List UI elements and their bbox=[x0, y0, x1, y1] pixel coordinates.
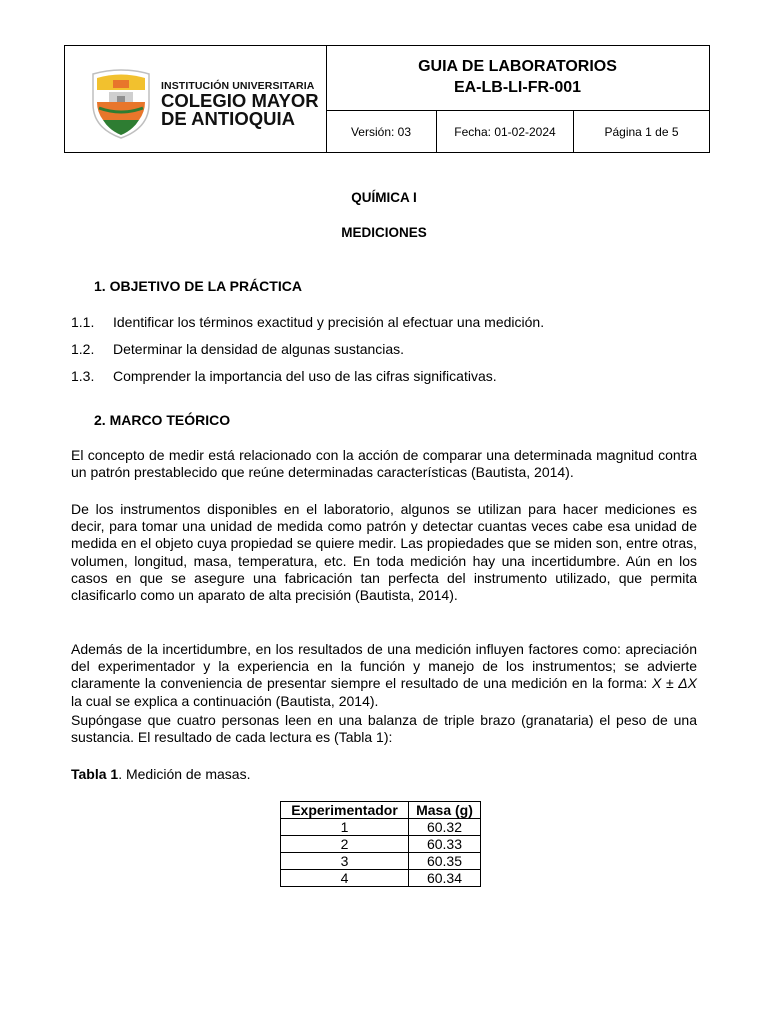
section-2-heading: 2. MARCO TEÓRICO bbox=[94, 412, 231, 428]
objective-item bbox=[71, 314, 544, 330]
column-header-experimenter: Experimentador bbox=[281, 802, 409, 819]
paragraph-4: Supóngase que cuatro personas leen en una balanza de triple brazo (granataria) el peso de una sustancia. El resultado de cada lectura es (Tabla 1): bbox=[71, 712, 697, 746]
table-caption-label: Tabla 1 bbox=[71, 766, 119, 782]
table-row bbox=[281, 819, 481, 836]
table-row bbox=[281, 853, 481, 870]
page-number: Página 1 de 5 bbox=[604, 124, 679, 139]
formula-x-plus-minus-delta-x: X ± ΔX bbox=[651, 675, 698, 692]
institution-shield-logo bbox=[89, 68, 153, 140]
logo-line-2: COLEGIO MAYOR bbox=[161, 90, 319, 111]
section-1-heading: 1. OBJETIVO DE LA PRÁCTICA bbox=[94, 278, 302, 294]
objective-text: Identificar los términos exactitud y precisión al efectuar una medición. bbox=[113, 314, 545, 330]
paragraph-2: De los instrumentos disponibles en el laboratorio, algunos se utilizan para hacer mediciones es decir, para tomar una unidad de medida como patrón y detectar cuantas veces cabe esa unidad de medida en el objeto cuya propiedad se quiere medir. Las propiedades que se miden son, entre otras, volumen, longitud, masa, temperatura, etc. En toda medición hay una incertidumbre. Aún en los casos en que se asegure una fabricación tan perfecta del instrumento utilizado, que permita clasificarlo como un aparato de alta precisión (Bautista, 2014). bbox=[71, 501, 697, 604]
experimenter-cell: 4 bbox=[281, 870, 409, 887]
objective-item bbox=[71, 368, 497, 384]
mass-cell: 60.34 bbox=[409, 870, 481, 887]
column-header-mass: Masa (g) bbox=[409, 802, 481, 819]
mass-cell: 60.35 bbox=[409, 853, 481, 870]
date-label: Fecha: 01-02-2024 bbox=[437, 111, 574, 152]
table-caption-text: . Medición de masas. bbox=[118, 766, 251, 782]
experimenter-cell: 2 bbox=[281, 836, 409, 853]
table-header-row bbox=[281, 802, 481, 819]
paragraph-3 bbox=[71, 641, 697, 710]
logo-line-3: DE ANTIOQUIA bbox=[161, 108, 295, 129]
objective-number: 1.3. bbox=[71, 368, 95, 384]
logo-line-1: INSTITUCIÓN UNIVERSITARIA bbox=[161, 80, 315, 92]
header-title-cell bbox=[326, 46, 709, 111]
objective-text: Determinar la densidad de algunas sustancias. bbox=[113, 341, 405, 357]
logo-cell bbox=[65, 46, 327, 152]
objective-number: 1.1. bbox=[71, 314, 95, 330]
mass-cell: 60.32 bbox=[409, 819, 481, 836]
mass-cell: 60.33 bbox=[409, 836, 481, 853]
table-row bbox=[281, 870, 481, 887]
version-label: Versión: 03 bbox=[326, 111, 437, 152]
experimenter-cell: 1 bbox=[281, 819, 409, 836]
form-code: EA-LB-LI-FR-001 bbox=[453, 79, 582, 96]
paragraph-3-text-a: Además de la incertidumbre, en los resultados de una medición influyen factores como: apreciación del experimentador y la experiencia en la función y manejo de los instrumentos; se advierte claramente la conveniencia de presentar siempre el resultado de una medición en la forma: bbox=[71, 641, 697, 692]
paragraph-1: El concepto de medir está relacionado con la acción de comparar una determinada magnitud contra un patrón prestablecido que reúne determinadas características (Bautista, 2014). bbox=[71, 447, 697, 481]
institution-logo-text bbox=[161, 80, 319, 128]
document-header bbox=[64, 45, 710, 153]
topic-title: MEDICIONES bbox=[341, 225, 427, 240]
mass-measurement-table bbox=[280, 801, 481, 887]
paragraph-3-text-b: la cual se explica a continuación (Bautista, 2014). bbox=[71, 692, 379, 709]
experimenter-cell: 3 bbox=[281, 853, 409, 870]
objective-item bbox=[71, 341, 404, 357]
table-caption bbox=[71, 766, 251, 782]
subject-title: QUÍMICA I bbox=[351, 190, 417, 205]
objective-number: 1.2. bbox=[71, 341, 95, 357]
objective-text: Comprender la importancia del uso de las cifras significativas. bbox=[113, 368, 497, 384]
table-row bbox=[281, 836, 481, 853]
guide-title: GUIA DE LABORATORIOS bbox=[418, 58, 617, 75]
